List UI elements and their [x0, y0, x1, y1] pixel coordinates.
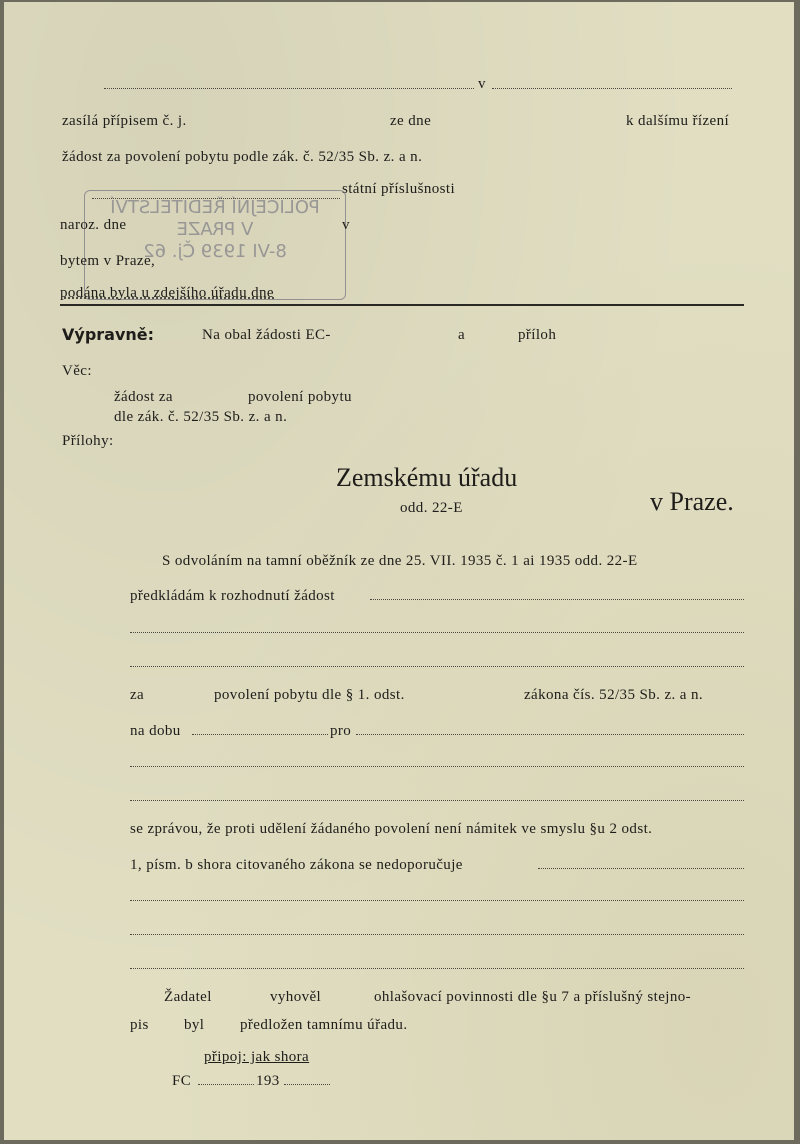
- pro-dotted-line: [356, 734, 744, 735]
- fc-dotted-line-right: [284, 1084, 330, 1085]
- blank-line-4: [130, 800, 744, 801]
- vypravne-label: Výpravně:: [62, 325, 155, 344]
- para1-line2: předkládám k rozhodnutí žádost: [130, 588, 335, 604]
- para1-line1: S odvoláním na tamní oběžník ze dne 25. VII. 1935 č. 1 ai 1935 odd. 22-E: [162, 553, 638, 569]
- naroz-text: naroz. dne: [60, 217, 127, 233]
- zadatel-text: Žadatel: [164, 989, 212, 1005]
- zasila-text: zasílá přípisem č. j.: [62, 113, 187, 129]
- vyhovel-text: vyhověl: [270, 989, 322, 1005]
- k-dalsimu-text: k dalšímu řízení: [626, 113, 730, 129]
- top-dotted-line-right: [492, 88, 732, 89]
- predlozen-text: předložen tamnímu úřadu.: [240, 1017, 408, 1033]
- blank-line-6: [130, 934, 744, 935]
- office-dept: odd. 22-E: [400, 500, 463, 516]
- vec-label: Věc:: [62, 363, 92, 379]
- zprava-line2: 1, písm. b shora citovaného zákona se nedoporučuje: [130, 857, 463, 873]
- stamp-line-3: 8-VI 1939 Čj. 62: [143, 241, 287, 262]
- vec-line-1a: žádost za: [114, 389, 173, 405]
- office-city: v Praze.: [650, 487, 734, 516]
- statni-text: státní příslušnosti: [342, 181, 456, 197]
- pro-text: pro: [330, 723, 352, 739]
- vec-line-1b: povolení pobytu: [248, 389, 352, 405]
- top-dotted-line: [104, 88, 474, 89]
- fc-number: 193: [256, 1073, 280, 1089]
- blank-line-3: [130, 766, 744, 767]
- zakona-text: zákona čís. 52/35 Sb. z. a n.: [524, 687, 704, 703]
- stamp-line-1: POLICEJNÍ ŘEDITELSTVÍ: [110, 197, 320, 218]
- zadost-dotted-line: [370, 599, 744, 600]
- byl-text: byl: [184, 1017, 205, 1033]
- separator-rule: [60, 304, 744, 306]
- podana-text: podána byla u zdejšího úřadu dne: [60, 285, 274, 301]
- vypravne-priloh: příloh: [518, 327, 557, 343]
- vypravne-a: a: [458, 327, 466, 343]
- vec-line-2: dle zák. č. 52/35 Sb. z. a n.: [114, 409, 288, 425]
- office-name: Zemskému úřadu: [336, 463, 518, 492]
- naroz-v-text: v: [342, 217, 350, 233]
- pis-text: pis: [130, 1017, 149, 1033]
- zprava-dotted-line: [538, 868, 744, 869]
- top-v: v: [478, 76, 486, 92]
- fc-text: FC: [172, 1073, 192, 1089]
- fc-dotted-line: [198, 1084, 254, 1085]
- na-dobu-text: na dobu: [130, 723, 181, 739]
- vypravne-text: Na obal žádosti EC-: [202, 327, 331, 343]
- bytem-text: bytem v Praze,: [60, 253, 156, 269]
- blank-line-5: [130, 900, 744, 901]
- zprava-line1: se zprávou, že proti udělení žádaného povolení není námitek ve smyslu §u 2 odst.: [130, 821, 653, 837]
- blank-line-7: [130, 968, 744, 969]
- za-text: za: [130, 687, 145, 703]
- ze-dne-text: ze dne: [390, 113, 432, 129]
- na-dobu-dotted-line: [192, 734, 328, 735]
- blank-line-2: [130, 666, 744, 667]
- stamp-line-2: V PRAZE: [176, 219, 254, 240]
- prilohy-label: Přílohy:: [62, 433, 114, 449]
- povoleni-text: povolení pobytu dle § 1. odst.: [214, 687, 405, 703]
- document-page: [4, 2, 794, 1140]
- pripoj-text: připoj: jak shora: [204, 1049, 310, 1065]
- ohlasovaci-text: ohlašovací povinnosti dle §u 7 a příslušný stejno-: [374, 989, 692, 1005]
- zadost-header-text: žádost za povolení pobytu podle zák. č. 52/35 Sb. z. a n.: [62, 149, 423, 165]
- blank-line-1: [130, 632, 744, 633]
